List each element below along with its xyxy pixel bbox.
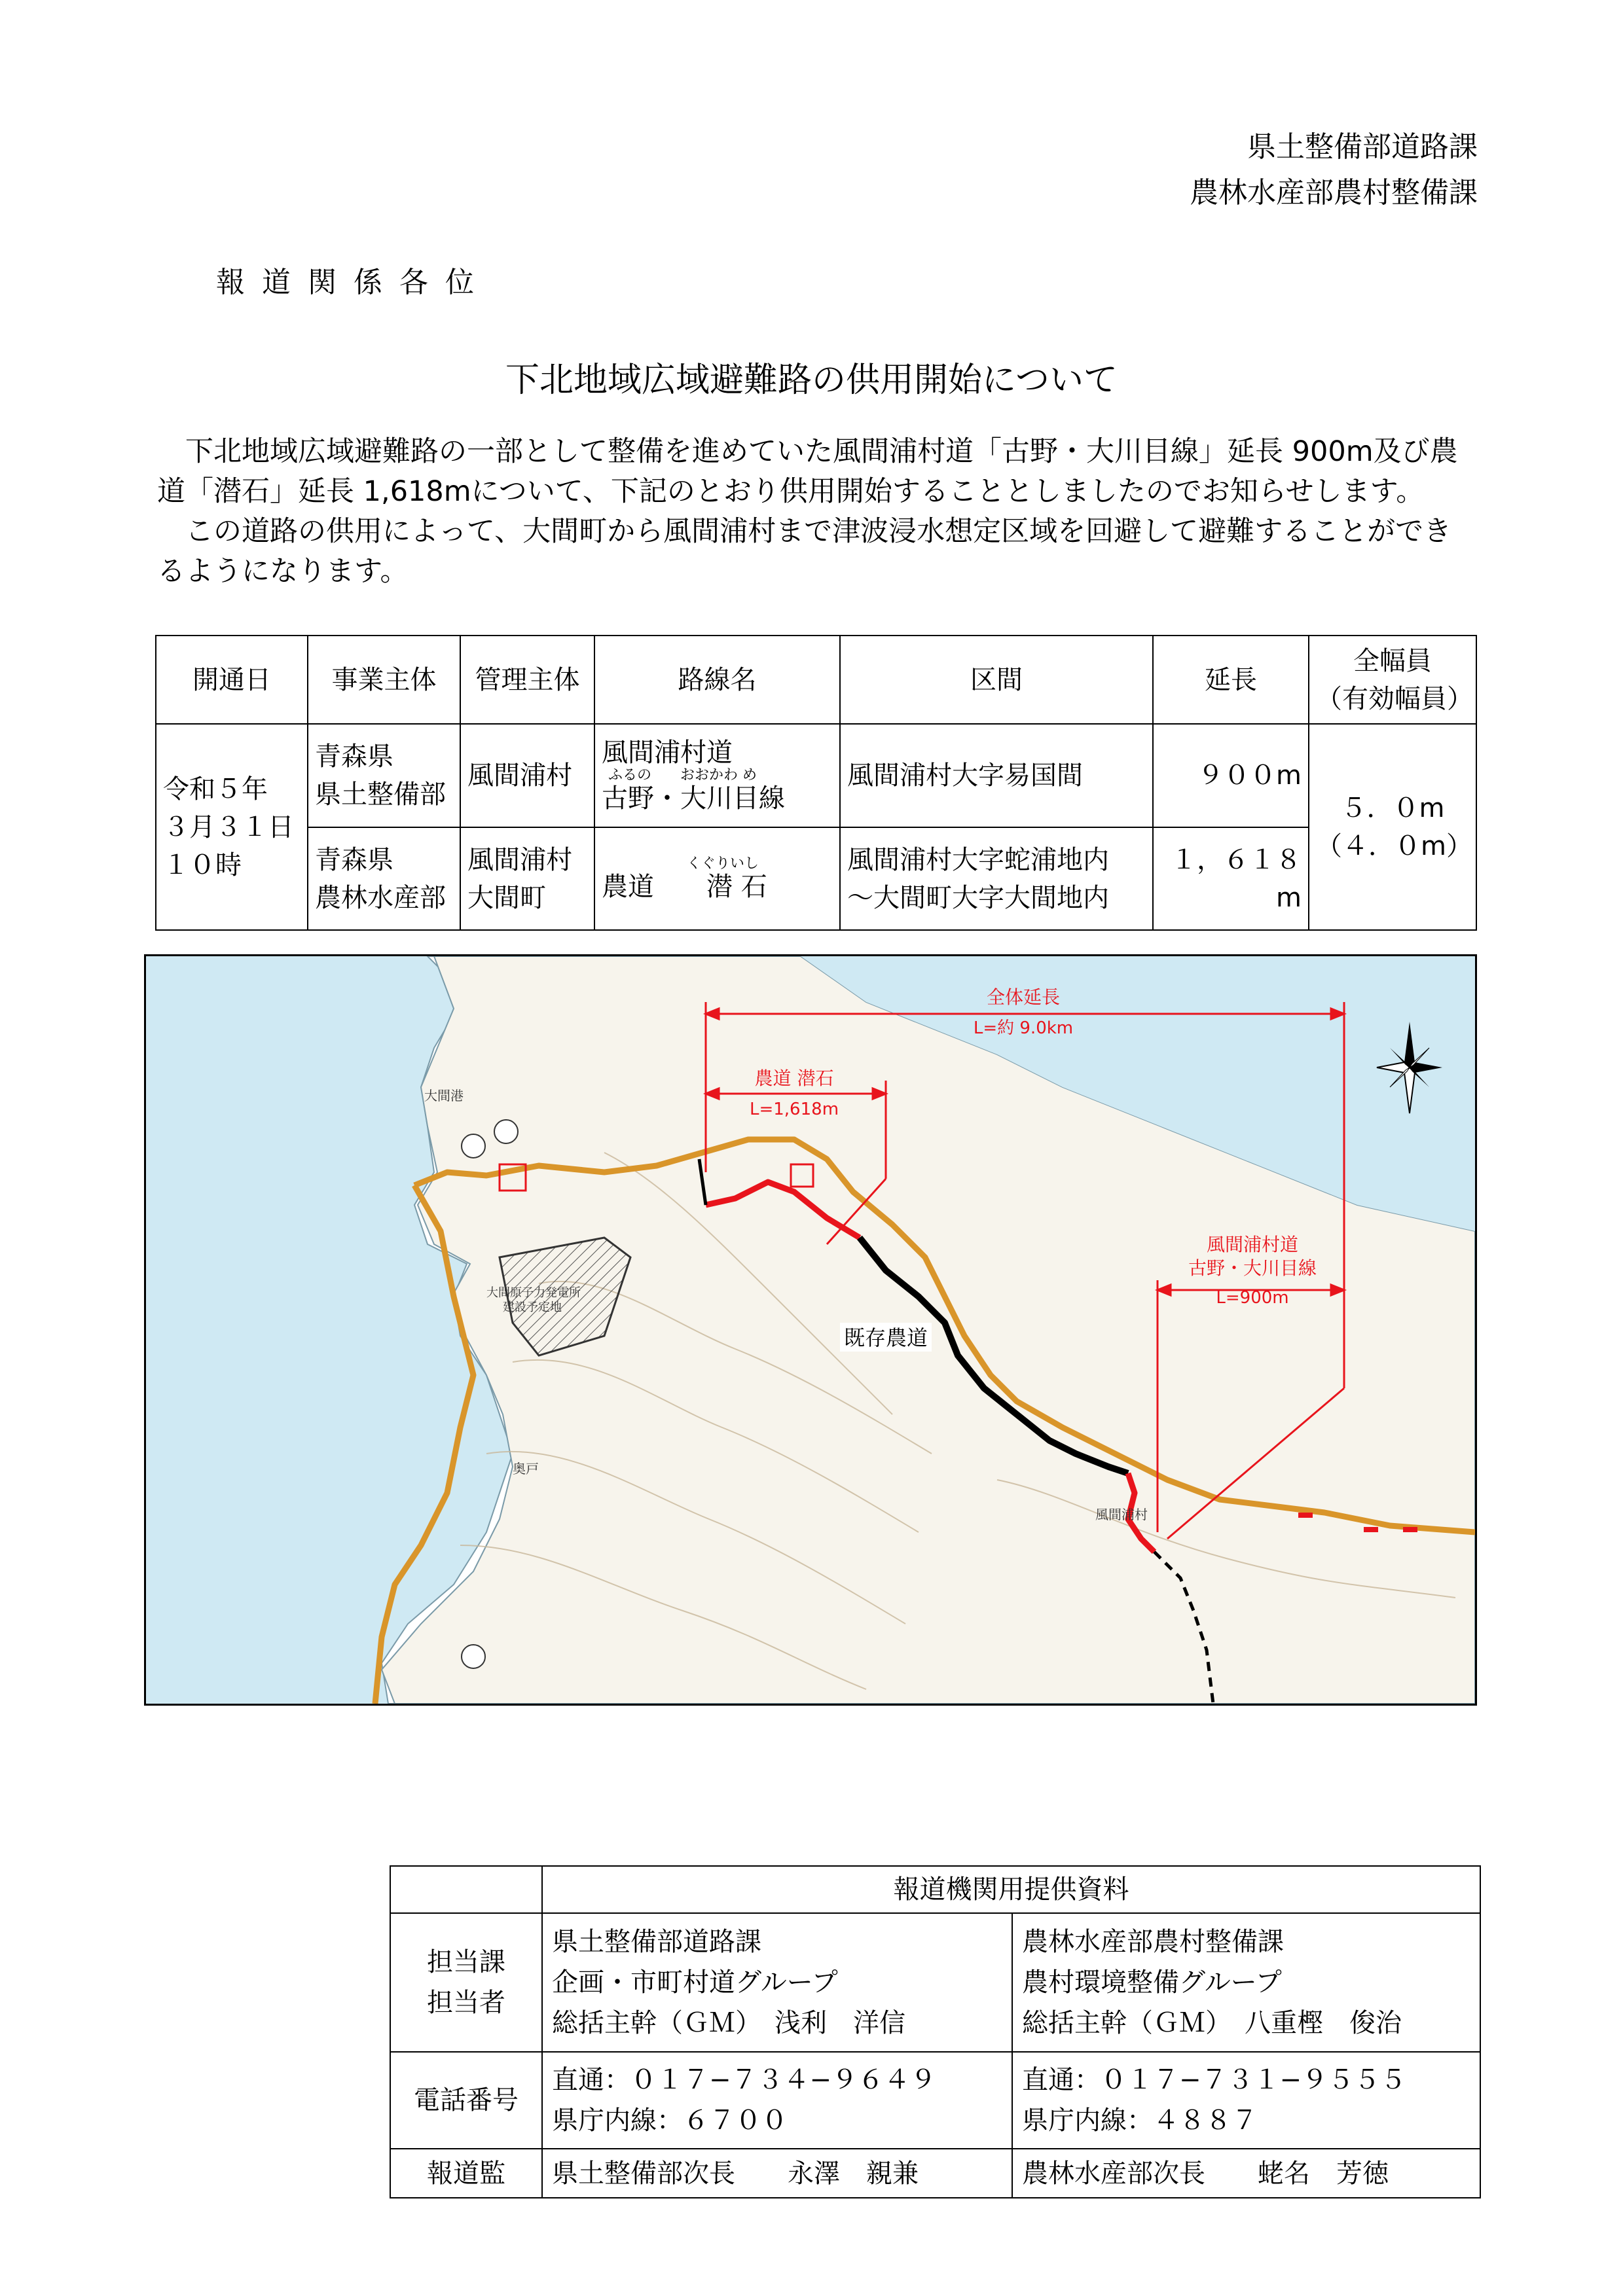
contact-line: 企画・市町村道グループ: [552, 1967, 838, 1998]
header-section: 区間: [840, 636, 1153, 724]
contact-table: [390, 1865, 1481, 2198]
entity-line: 青森県: [315, 742, 393, 772]
contact-right-phone: [1012, 2052, 1480, 2149]
contact-line: 総括主幹（ＧＭ） 浅利 洋信: [552, 2008, 905, 2038]
width-value: ５．０m: [1340, 793, 1445, 823]
phone-line: 直通：０１７−７３４−９６４９: [552, 2065, 937, 2095]
route-shield-icon: [462, 1134, 485, 1158]
farm-road-label: 農道 潜石: [754, 1067, 834, 1089]
route-name: 古野・大川目線: [602, 783, 785, 814]
contact-line: 総括主幹（ＧＭ） 八重樫 俊治: [1022, 2008, 1402, 2038]
phone-line: 県庁内線：４８８７: [1022, 2106, 1258, 2136]
route-ruby: くぐりいし: [687, 855, 759, 872]
phone-line: 県庁内線：６７００: [552, 2106, 788, 2136]
farm-road-length: L=1,618m: [749, 1100, 839, 1119]
cell-width: [1309, 724, 1476, 930]
contact-heading: 報道機関用提供資料: [542, 1866, 1480, 1913]
entity-line: 農林水産部: [315, 882, 446, 913]
place-nuclear-2: 建設予定地: [503, 1300, 562, 1314]
route-shield-icon: [462, 1645, 485, 1668]
header-length: 延長: [1153, 636, 1309, 724]
header-width: [1309, 636, 1476, 724]
contact-line: 農林水産部農村整備課: [1022, 1927, 1284, 1957]
press-label: 報道監: [390, 2149, 542, 2198]
contact-left-phone: [542, 2052, 1012, 2149]
paragraph-2: この道路の供用によって、大間町から風間浦村まで津波浸水想定区域を回避して避難することができるようになります。: [157, 515, 1452, 588]
header-manager: 管理主体: [460, 636, 594, 724]
header-route: 路線名: [594, 636, 840, 724]
contact-person-label: [390, 1913, 542, 2052]
header-width-label: 全幅員: [1353, 645, 1432, 676]
cell-entity: [308, 724, 460, 827]
manager-line: 風間浦村: [467, 844, 572, 875]
existing-farm-road-label: 既存農道: [843, 1325, 928, 1350]
total-label: 全体延長: [986, 986, 1061, 1008]
village-road-length: L=900m: [1216, 1288, 1289, 1308]
section-line: ～大間町大字大間地内: [847, 882, 1109, 913]
contact-line: 県土整備部道路課: [552, 1927, 761, 1957]
cell-manager: 風間浦村: [460, 724, 594, 827]
route-shield-icon: [494, 1120, 518, 1143]
contact-left-person: [542, 1913, 1012, 2052]
place-kazamaura: 風間浦村: [1095, 1507, 1148, 1522]
addressee: 報道関係各位: [216, 266, 491, 299]
place-ooma-port: 大間港: [424, 1088, 464, 1103]
header-entity: 事業主体: [308, 636, 460, 724]
width-effective-value: （４．０m）: [1316, 831, 1472, 861]
village-road-label-1: 風間浦村道: [1206, 1234, 1299, 1255]
contact-left-press: 県土整備部次長 永澤 親兼: [542, 2149, 1012, 2198]
dept-rural: 農林水産部農村整備課: [1190, 176, 1478, 209]
place-nuclear-1: 大間原子力発電所: [486, 1286, 581, 1300]
header-date: 開通日: [156, 636, 308, 724]
label-line: 担当者: [427, 1988, 505, 2018]
section-line: 風間浦村大字蛇浦地内: [847, 844, 1109, 875]
cell-route: [594, 724, 840, 827]
phone-line: 直通：０１７−７３１−９５５５: [1022, 2065, 1407, 2095]
route-line: 風間浦村道: [602, 738, 733, 768]
cell-manager: [460, 827, 594, 930]
cell-section: 風間浦村大字易国間: [840, 724, 1153, 827]
date-line: 令和５年: [163, 774, 268, 804]
total-length: L=約 9.0km: [973, 1018, 1074, 1038]
route-name: 農道 潜 石: [602, 871, 767, 902]
cell-length: １，６１８m: [1153, 827, 1309, 930]
route-ruby: ふるの おおかわ め: [608, 767, 757, 783]
cell-length: ９００m: [1153, 724, 1309, 827]
contact-right-press: 農林水産部次長 蛯名 芳徳: [1012, 2149, 1480, 2198]
cell-route: [594, 827, 840, 930]
contact-line: 農村環境整備グループ: [1022, 1967, 1282, 1998]
date-line: ３月３１日: [163, 812, 294, 842]
cell-section: [840, 827, 1153, 930]
cell-entity: [308, 827, 460, 930]
label-line: 担当課: [427, 1947, 505, 1977]
route-map: [144, 954, 1477, 1706]
header-width-effective: （有効幅員）: [1316, 683, 1473, 714]
entity-line: 青森県: [315, 844, 393, 875]
map-svg: [146, 956, 1475, 1704]
contact-corner: [390, 1866, 542, 1913]
body-text: [157, 432, 1480, 592]
dept-road: 県土整備部道路課: [1247, 130, 1478, 164]
opening-table: [155, 635, 1477, 931]
phone-label: 電話番号: [390, 2052, 542, 2149]
place-okuto: 奥戸: [513, 1461, 539, 1477]
contact-right-person: [1012, 1913, 1480, 2052]
paragraph-1: 下北地域広域避難路の一部として整備を進めていた風間浦村道「古野・大川目線」延長 900m及び農道「潜石」延長 1,618mについて、下記のとおり供用開始することとしましたのでお知らせします。: [157, 435, 1458, 508]
page-title: 下北地域広域避難路の供用開始について: [505, 361, 1118, 400]
village-road-label-2: 古野・大川目線: [1188, 1257, 1317, 1279]
manager-line: 大間町: [467, 882, 546, 913]
cell-date: [156, 724, 308, 930]
entity-line: 県土整備部: [315, 780, 446, 810]
date-line: １０時: [163, 850, 242, 880]
